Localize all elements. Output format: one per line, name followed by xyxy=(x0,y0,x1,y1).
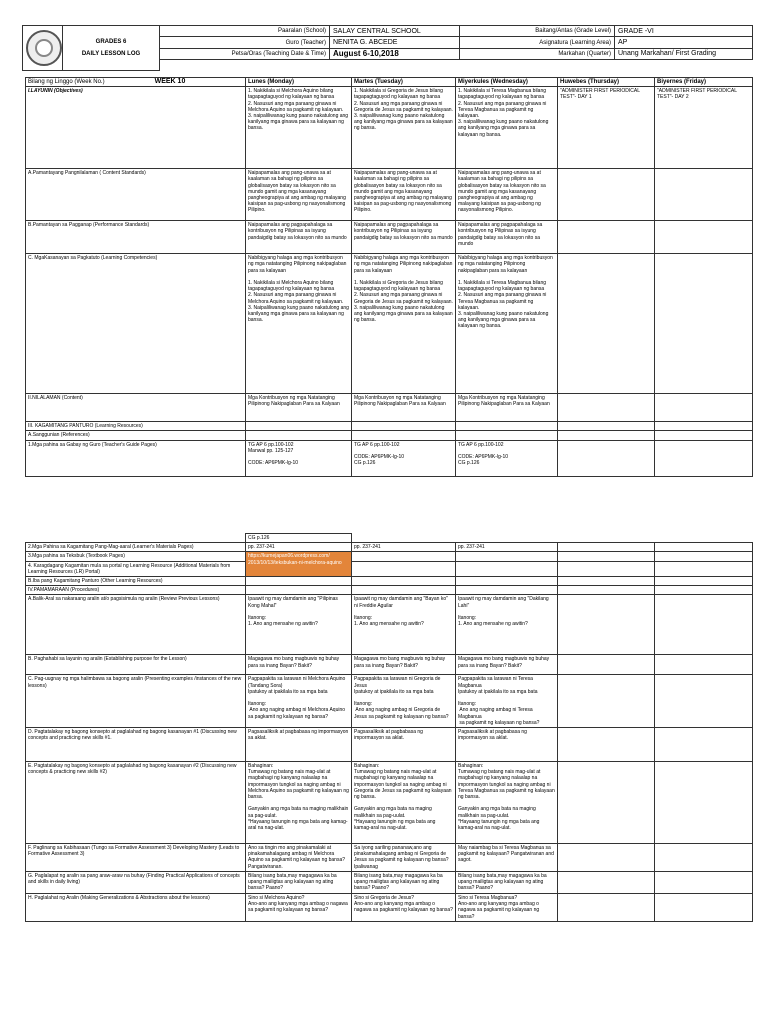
table-row xyxy=(26,87,753,169)
day-wednesday: Miyerkules (Wednesday) xyxy=(456,78,558,87)
teacher-label: Guro (Teacher) xyxy=(160,37,330,48)
application-wed: Bilang isang bata,may magagawa ka ba upang mailigtas ang kalayaan ng ating bansa? Paano? xyxy=(456,872,558,894)
deped-seal-icon xyxy=(26,30,62,66)
performance-standards-mon: Naipapamalas ang pagpapahalaga sa kontribusyon ng Pilipinas sa isyung pandaigdig batay sa lokasyon nito sa mundo xyxy=(246,221,352,254)
generalization-label: H. Paglalahat ng Aralin (Making Generalizations & Abstractions about the lessons) xyxy=(26,894,246,922)
week-cell xyxy=(26,78,246,87)
table-row xyxy=(26,844,753,872)
objectives-wed: 1. Nakikilala si Teresa Magbanua bilang tagapagtaguyod ng kalayaan ng bansa 2. Nasusuri ang mga paraang ginawa ni Teresa Magbanua sa pagkamit ng kalayaan. 3. naipaliliwanag kung paano nakatulong ang kanilyang mga ginawa para sa kalayaan ng bansa. xyxy=(456,87,558,169)
procedures-label: IV.PAMAMARAAN (Procedures) xyxy=(26,586,246,595)
competencies-mon: Nabibigyang halaga ang mga kontribusyon ng mga natatanging Pilipinong nakipaglaban para sa kalayaan 1. Nakikilala si Melchora Aquino bilang tagapagtaguyod ng kalayaan ng bansa 2. Nasusuri ang mga paraang ginawa ni Melchora Aquino sa pagkamit ng kalayaan. 3. Naipaliliwanag kung paano nakatulong ang kanilyang mga ginawa para sa kalayaan ng bansa. xyxy=(246,254,352,394)
review-wed: Ipaawit ng may damdamin ang "Dakilang Lahi" Itanong: 1. Ano ang mensahe ng awitin? xyxy=(456,595,558,655)
week-value: WEEK 10 xyxy=(154,78,186,85)
grade-value: GRADE -VI xyxy=(615,26,753,37)
mastery-tue: Sa iyong sariling pananaw,ano ang pinakamahalagang ambag ni Gregoria de Jesus sa pagkamit ng kalayaan ng bansa? Ipaliwanag xyxy=(352,844,456,872)
review-label: A.Balik-Aral sa nakaraang aralin at/o pagsisimula ng aralin (Review Previous Lessons) xyxy=(26,595,246,655)
table-row xyxy=(26,655,753,675)
purpose-tue: Magagawa mo bang magbuwis ng buhay para sa inang Bayan? Bakit? xyxy=(352,655,456,675)
content-mon: Mga Kontribusyon ng mga Natatanging Pilipinong Nakipaglaban Para sa Kalyaan xyxy=(246,394,352,422)
table-row xyxy=(26,221,753,254)
teachers-guide-tue: TG AP 6 pp.100-102 CODE: AP6PMK-lg-10 CG p.126 xyxy=(352,440,456,476)
objectives-tue: 1. Nakikilala si Gregoria de Jesus bilang tagapagtaguyod ng kalayaan ng bansa 2. Nasusuri ang mga paraang ginawa ni Gregoria de Jesus sa pagkamit ng kalayaan. 3. naipaliliwanag kung paano nakatulong ang kanilyang mga ginawa para sa kalayaan ng bansa. xyxy=(352,87,456,169)
table-row xyxy=(26,431,753,440)
competencies-label: C. MgaKasanayan sa Pagkatuto (Learning Competencies) xyxy=(26,254,246,394)
learners-materials-tue: pp. 237-241 xyxy=(352,543,456,552)
log-title xyxy=(63,26,160,71)
discussion1-wed: Pagsasaliksik at pagbabasa ng impormasyon sa aklat. xyxy=(456,728,558,762)
generalization-wed: Sino si Teresa Magbanua? Ano-ano ang kanyang mga ambag o nagawa sa pagkamit ng kalayaan ng bansa? xyxy=(456,894,558,922)
content-standards-tue: Naipapamalas ang pang-unawa sa at kaalaman sa bahagi ng pilipins sa globalisasyon batay sa lokasyon nito sa mundo gamit ang mga kasanayang pangheograpiya at ang ambag ng malayang kaisipan sa pag-usbong ng nasyonalismong Pilipino. xyxy=(352,169,456,221)
discussion1-mon: Pagsasaliksik at pagbabasa ng impormasyon sa aklat. xyxy=(246,728,352,762)
competencies-tue: Nabibigyang halaga ang mga kontribusyon ng mga natatanging Pilipinong nakipaglaban para sa kalayaan 1. Nakikilala si Gregoria de Jesus bilang tagapagtaguyod ng kalayaan ng bansa 2. Nasusuri ang mga paraang ginawa ni Gregoria de Jesus sa pagkamit ng kalayaan. 3. naipaliliwanag kung paano nakatulong ang kanilyang mga ginawa para sa kalayaan ng bansa. xyxy=(352,254,456,394)
table-row xyxy=(26,440,753,476)
teachers-guide-label: 1.Mga pahina sa Gabay ng Guro (Teacher's Guide Pages) xyxy=(26,440,246,476)
table-row xyxy=(26,254,753,394)
header-table xyxy=(22,25,753,71)
table-row xyxy=(26,586,753,595)
examples-mon: Pagpapakita sa larawan ni Melchora Aquino (Tandang Sora) Ipatukoy at ipakilala ito sa mga bata Itanong: Ano ang naging ambag ni Melchora Aquino sa pagkamit ng kalayaan ng bansa? xyxy=(246,675,352,728)
day-tuesday: Martes (Tuesday) xyxy=(352,78,456,87)
purpose-label: B. Paghahabi sa layunin ng aralin (Establishing purpose for the Lesson) xyxy=(26,655,246,675)
application-tue: Bilang isang bata,may magagawa ka ba upang mailigtas ang kalayaan ng ating bansa? Paano? xyxy=(352,872,456,894)
date-value: August 6-10,2018 xyxy=(330,48,460,59)
review-mon: Ipaawit ng may damdamin ang "Pilipinas Kong Mahal" Itanong: 1. Ano ang mensahe ng awitin? xyxy=(246,595,352,655)
lesson-table-page1 xyxy=(25,77,753,477)
title-log: DAILY LESSON LOG xyxy=(81,51,141,57)
learners-materials-label: 2.Mga Pahina sa Kagamitang Pang-Mag-aaral (Learner's Materials Pages) xyxy=(26,543,246,552)
generalization-mon: Sino si Melchora Aquino? Ano-ano ang kanyang mga ambag o nagawa sa pagkamit ng kalayaan ng bansa? xyxy=(246,894,352,922)
discussion1-label: D. Pagtatalakay ng bagong konsepto at paglalahad ng bagong kasanayan #1 (Discussing new concepts and practicing new skills #1. xyxy=(26,728,246,762)
examples-tue: Pagpapakita sa larawan ni Gregoria de Jesus Ipatukoy at ipakilala ito sa mga bata Itanong: Ano ang naging ambag ni Gregoria de Jesus sa pagkamit ng kalayaan ng bansa? xyxy=(352,675,456,728)
mastery-label: F. Paglinang sa Kabihasaan (Tungo sa Formative Assessment 3) Developing Mastery (Leads to Formative Assessment 3) xyxy=(26,844,246,872)
examples-label: C. Pag-uugnay ng mga halimbawa sa bagong aralin (Presenting examples /instances of the new lessons) xyxy=(26,675,246,728)
application-mon: Bilang isang bata,may magagawa ka ba upang mailigtas ang kalayaan ng ating bansa? Paano? xyxy=(246,872,352,894)
learners-materials-wed: pp. 237-241 xyxy=(456,543,558,552)
grade-label: Baitang/Antas (Grade Level) xyxy=(460,26,615,37)
content-standards-label: A.Pamantayang Pangnilalaman ( Content Standards) xyxy=(26,169,246,221)
teachers-guide-mon: TG AP 6 pp.100-102 Manwal pp. 125-127 CODE: AP6PMK-lg-10 xyxy=(246,440,352,476)
performance-standards-tue: Naipapamalas ang pagpapahalaga sa kontribusyon ng Pilipinas sa isyung pandaigdig batay sa lokasyon nito sa mundo xyxy=(352,221,456,254)
mastery-wed: May naiambag ba si Teresa Magbanua sa pagkamit ng kalayaan? Pangatwiranan and sagot. xyxy=(456,844,558,872)
table-row xyxy=(26,675,753,728)
content-label: II.NILALAMAN (Content) xyxy=(26,394,246,422)
table-row xyxy=(26,552,753,561)
content-tue: Mga Kontribusyon ng mga Natatanging Pilipinong Nakipaglaban Para sa Kalyaan xyxy=(352,394,456,422)
discussion2-mon: Bahaginan: Tumawag ng batang nais mag-ulat at magbahagi ng kanyang nalaalap na impormasyon tungkol sa naging ambag ni Melchora Aquino sa pagkamit ng kalayaan ng bansa. Ganyakin ang mga bata na maging malikhain sa pag-uulat. *Hayaang tanungin ng mga bata ang kamag-aral na nag-ulat. xyxy=(246,762,352,844)
application-label: G. Paglalapat ng aralin sa pang araw-araw na buhay (Finding Practical Applications of concepts and skills in daily living) xyxy=(26,872,246,894)
week-label: Bilang ng Linggo (Week No.) xyxy=(28,79,105,85)
quarter-value: Unang Markahan/ First Grading xyxy=(615,48,753,59)
mastery-mon: Ano sa tingin mo ang pinakamalaki at pinakamahalagang ambag ni Melchora Aquino sa pagkamit ng kalayaan ng bansa? Pangatwiranan. xyxy=(246,844,352,872)
lr-portal-label: 4. Karagdagang Kagamitan mula sa portal ng Learning Resource (Additional Materials from Learning Resources (LR) Portal) xyxy=(26,561,246,576)
school-label: Paaralan (School) xyxy=(160,26,330,37)
objectives-fri: "ADMINISTER FIRST PERIODICAL TEST"- DAY 2 xyxy=(655,87,753,169)
references-label: A.Sanggunian (References) xyxy=(26,431,246,440)
objectives-label: I.LAYUNIN (Objectives) xyxy=(26,87,246,169)
objectives-mon: 1. Nakikilala si Melchora Aquino bilang tagapagtaguyod ng kalayaan ng bansa 2. Nasusuri ang mga paraang ginawa ni Melchora Aquino sa pagkamit ng kalayaan. 3. naipaliliwanag kung paano nakatulong ang kanilyang mga ginawa para sa kalayaan ng bansa. xyxy=(246,87,352,169)
table-row xyxy=(26,169,753,221)
day-monday: Lunes (Monday) xyxy=(246,78,352,87)
day-friday: Biyernes (Friday) xyxy=(655,78,753,87)
content-standards-mon: Naipapamalas ang pang-unawa sa at kaalaman sa bahagi ng pilipins sa globalisasyon batay sa lokasyon nito sa mundo gamit ang mga kasanayang pangheograpiya at ang ambag ng malayang kaisipan sa pag-usbong ng nasyonalismong Pilipino. xyxy=(246,169,352,221)
table-row xyxy=(26,595,753,655)
purpose-mon: Magagawa mo bang magbuwis ng buhay para sa inang Bayan? Bakit? xyxy=(246,655,352,675)
discussion2-label: E. Pagtatalakay ng bagong konsepto at paglalahad ng bagong kasanayan #2 (Discussing new concepts & practicing new skills #2) xyxy=(26,762,246,844)
table-row xyxy=(26,422,753,431)
table-row xyxy=(26,534,753,543)
textbook-label: 3.Mga pahina sa Teksbuk (Textbook Pages) xyxy=(26,552,246,561)
date-label: Petsa/Oras (Teaching Date & Time) xyxy=(160,48,330,59)
performance-standards-label: B.Pamantayan sa Pagganap (Performance Standards) xyxy=(26,221,246,254)
discussion2-wed: Bahaginan: Tumawag ng batang nais mag-ulat at magbahagi ng kanyang nalaalap na impormasyon tungkol sa naging ambag ni Teresa Magbanua sa pagkamit ng kalayaan ng bansa. Ganyakin ang mga bata na maging malikhain sa pag-uulat. *Hayaang tanungin ng mga bata ang kamag-aral na nag-ulat. xyxy=(456,762,558,844)
content-wed: Mga Kontribusyon ng mga Natatanging Pilipinong Nakipaglaban Para sa Kalyaan xyxy=(456,394,558,422)
generalization-tue: Sino si Gregoria de Jesus? Ano-ano ang kanyang mga ambag o nagawa sa pagkamit ng kalayaan ng bansa? xyxy=(352,894,456,922)
table-row xyxy=(26,872,753,894)
learning-resources-label: III. KAGAMITANG PANTURO (Learning Resources) xyxy=(26,422,246,431)
deped-seal-cell xyxy=(23,26,63,71)
teacher-value: NENITA G. ABCEDE xyxy=(330,37,460,48)
performance-standards-wed: Naipapamalas ang pagpapahalaga sa kontribusyon ng Pilipinas sa isyung pandaigdig batay sa lokasyon nito sa mundo xyxy=(456,221,558,254)
teachers-guide-wed: TG AP 6 pp.100-102 CODE: AP6PMK-lg-10 CG p.126 xyxy=(456,440,558,476)
day-thursday: Huwebes (Thursday) xyxy=(558,78,655,87)
lesson-table-page2 xyxy=(25,533,753,922)
table-row xyxy=(26,561,753,576)
subject-label: Asignatura (Learning Area) xyxy=(460,37,615,48)
title-grade: GRADES 6 xyxy=(95,39,127,45)
discussion2-tue: Bahaginan: Tumawag ng batang nais mag-ulat at magbahagi ng kanyang nalaalap na impormasyon tungkol sa naging ambag ni Gregoria de Jesus sa pagkamit ng kalayaan ng bansa. Ganyakin ang mga bata na maging malikhain sa pag-uulat. *Hayaang tanungin ng mga bata ang kamag-aral na nag-ulat. xyxy=(352,762,456,844)
other-resources-label: B.Iba pang Kagamitang Panturo (Other Learning Resources) xyxy=(26,577,246,586)
learners-materials-mon: pp. 237-241 xyxy=(246,543,352,552)
table-row xyxy=(26,543,753,552)
school-value: SALAY CENTRAL SCHOOL xyxy=(330,26,460,37)
review-tue: Ipaawit ng may damdamin ang "Bayan ko" ni Freddie Aguilar Itanong: 1. Ano ang mensahe ng awitin? xyxy=(352,595,456,655)
cg-page-cell: CG p.126 xyxy=(246,534,352,543)
table-row xyxy=(26,762,753,844)
days-header-row xyxy=(26,78,753,87)
table-row xyxy=(26,894,753,922)
table-row xyxy=(26,394,753,422)
objectives-thu: "ADMINISTER FIRST PERIODICAL TEST"- DAY 1 xyxy=(558,87,655,169)
examples-wed: Pagpapakita sa larawan ni Teresa Magbanua Ipatukoy at ipakilala ito sa mga bata Itanong: Ano ang naging ambag ni Teresa Magbanua sa pagkamit ng kalayaan ng bansa? xyxy=(456,675,558,728)
quarter-label: Markahan (Quarter) xyxy=(460,48,615,59)
table-row xyxy=(26,577,753,586)
resource-link[interactable]: https://kumejapan06.wordpress.com/ 2013/10/13/teksbukan-ni-melchora-aquino xyxy=(246,552,352,577)
purpose-wed: Magagawa mo bang magbuwis ng buhay para sa inang Bayan? Bakit? xyxy=(456,655,558,675)
content-standards-wed: Naipapamalas ang pang-unawa sa at kaalaman sa bahagi ng pilipins sa globalisasyon batay sa lokasyon nito sa mundo gamit ang mga kasanayang pangheograpiya at ang ambag ng malayang kaisipan sa pag-usbong ng nasyonalismong Pilipino. xyxy=(456,169,558,221)
discussion1-tue: Pagsasaliksik at pagbabasa ng impormasyon sa aklat. xyxy=(352,728,456,762)
table-row xyxy=(26,728,753,762)
competencies-wed: Nabibigyang halaga ang mga kontribusyon ng mga natatanging Pilipinong nakipaglaban para sa kalayaan 1. Nakikilala si Teresa Magbanua bilang tagapagtaguyod ng kalayaan ng bansa 2. Nasusuri ang mga paraang ginawa ni Teresa Magbanua sa pagkamit ng kalayaan. 3. naipaliliwanag kung paano nakatulong ang kanilyang mga ginawa para sa kalayaan ng bansa. xyxy=(456,254,558,394)
subject-value: AP xyxy=(615,37,753,48)
